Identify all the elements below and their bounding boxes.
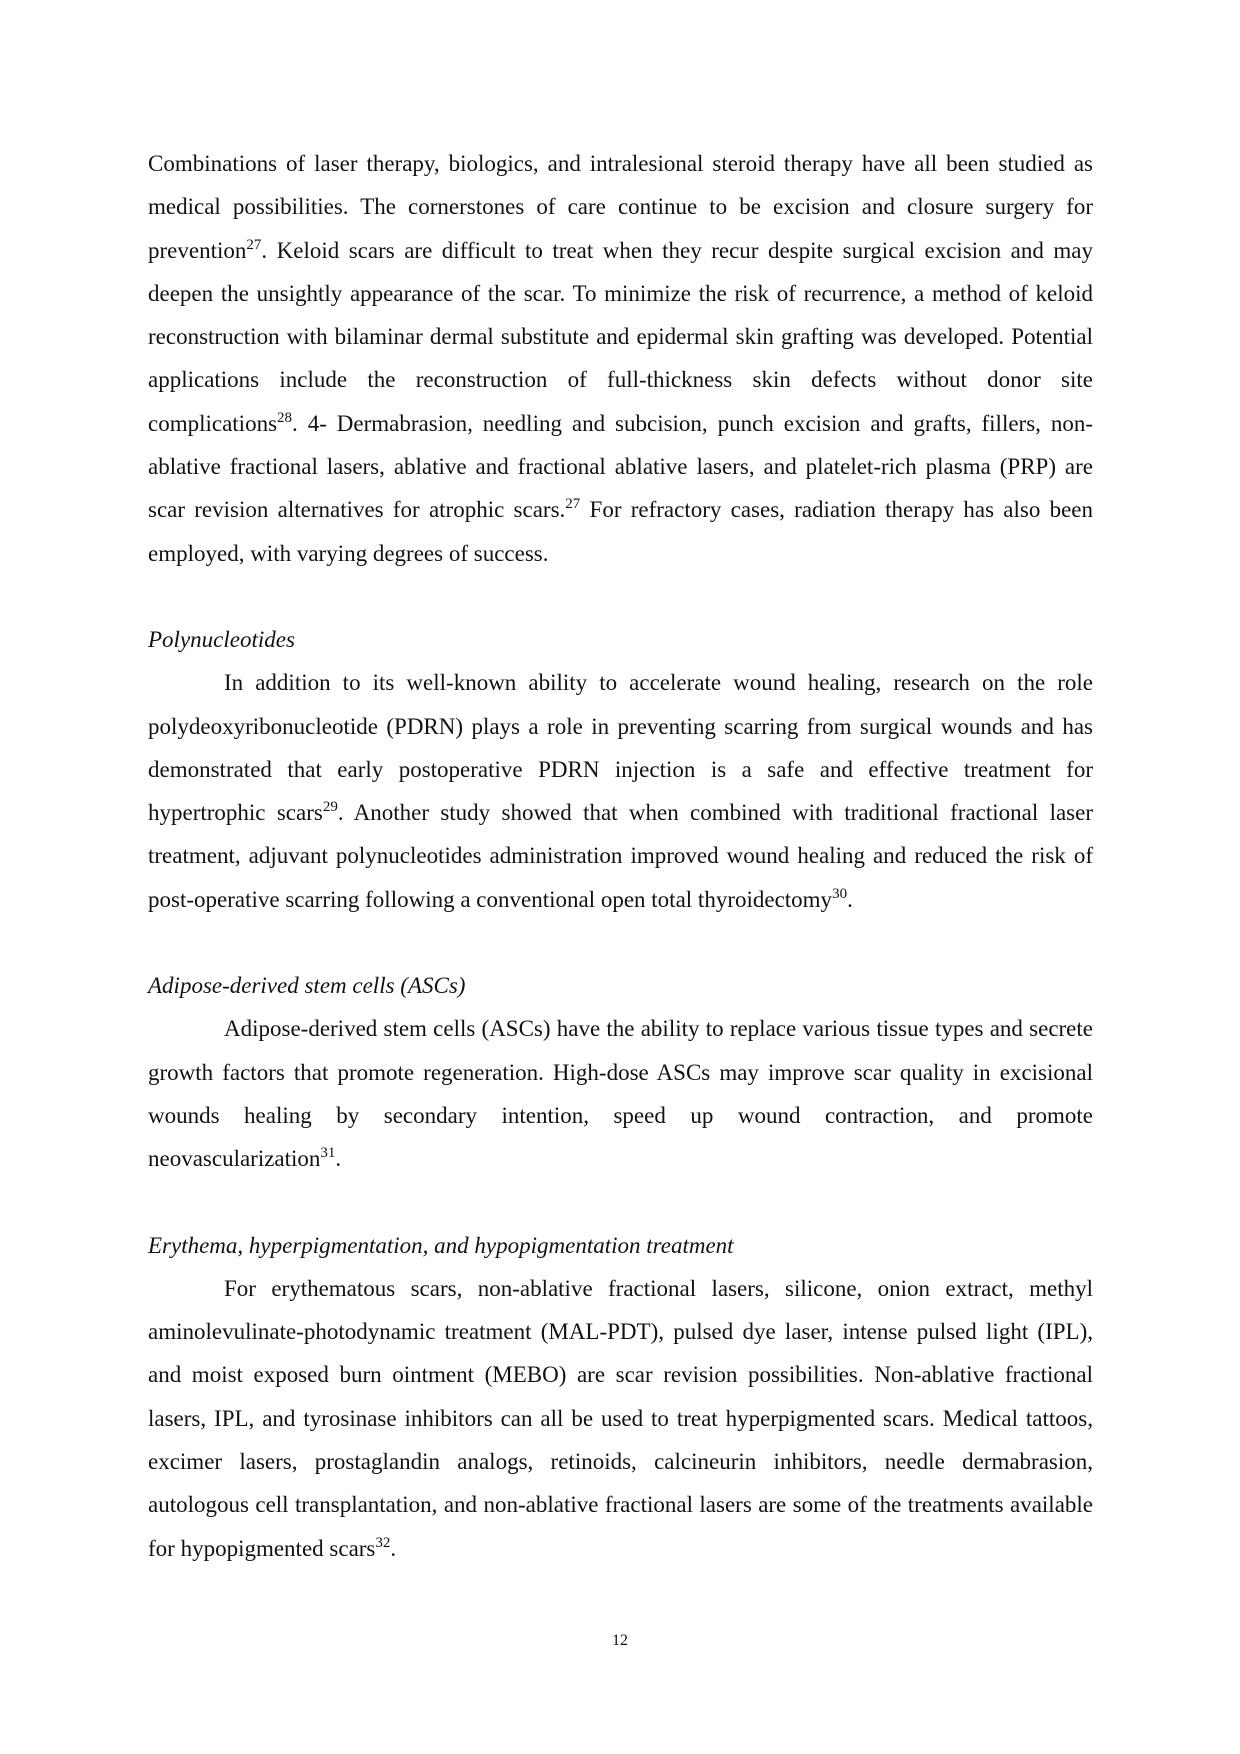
paragraph-ascs (148, 1007, 1093, 1180)
paragraph-text: For refractory cases, radiation therapy has also been employed, with varying degrees of success. (148, 497, 1093, 566)
paragraph-text: . 4- Dermabrasion, needling and subcision, punch excision and grafts, fillers, non-ablative fractional lasers, ablative and fractional ablative lasers, and platelet-rich plasma (PRP) are scar revision alternatives for atrophic scars. (148, 410, 1093, 523)
paragraph-text: . (847, 886, 853, 912)
document-page (148, 142, 1093, 1570)
paragraph-text: . Keloid scars are difficult to treat when they recur despite surgical excision and may deepen the unsightly appearance of the scar. To minimize the risk of recurrence, a method of keloid reconstruction with bilaminar dermal substitute and epidermal skin grafting was developed. Potential applications include the reconstruction of full-thickness skin defects without donor site complications (148, 237, 1093, 436)
paragraph-text: . (335, 1146, 342, 1172)
citation-superscript: 28 (277, 409, 293, 426)
paragraph-text: For erythematous scars, non-ablative fractional lasers, silicone, onion extract, methyl aminolevulinate-photodynamic treatment (MAL-PDT), pulsed dye laser, intense pulsed light (IPL), and moist exposed burn ointment (MEBO) are scar revision possibilities. Non-ablative fractional lasers, IPL, and tyrosinase inhibitors can all be used to treat hyperpigmented scars. Medical tattoos, excimer lasers, prostaglandin analogs, retinoids, calcineurin inhibitors, needle dermabrasion, autologous cell transplantation, and non-ablative fractional lasers are some of the treatments available for hypopigmented scars (148, 1275, 1093, 1561)
paragraph-text: Combinations of laser therapy, biologics, and intralesional steroid therapy have all been studied as medical possibilities. The cornerstones of care continue to be excision and closure surgery for prevention (148, 151, 1093, 263)
citation-superscript: 30 (832, 885, 848, 902)
paragraph-combinations (148, 142, 1093, 575)
paragraph-erythema (148, 1267, 1093, 1570)
page-number: 12 (612, 1632, 628, 1649)
paragraph-text: In addition to its well-known ability to accelerate wound healing, research on the role polydeoxyribonucleotide (PDRN) plays a role in preventing scarring from surgical wounds and has demonstrated that early postoperative PDRN injection is a safe and effective treatment for hypertrophic scars (148, 670, 1093, 826)
paragraph-text: . (390, 1535, 397, 1561)
citation-superscript: 31 (320, 1145, 336, 1162)
citation-superscript: 27 (565, 496, 581, 513)
citation-superscript: 29 (322, 799, 338, 816)
section-spacer (148, 921, 1093, 964)
section-heading-erythema: Erythema, hyperpigmentation, and hypopigmentation treatment (148, 1232, 734, 1258)
paragraph-text: . Another study showed that when combined with traditional fractional laser treatment, adjuvant polynucleotides administration improved wound healing and reduced the risk of post-operative scarring following a conventional open total thyroidectomy (148, 800, 1093, 912)
paragraph-text: Adipose-derived stem cells (ASCs) have the ability to replace various tissue types and secrete growth factors that promote regeneration. High-dose ASCs may improve scar quality in excisional wounds healing by secondary intention, speed up wound contraction, and promote neovascularization (148, 1016, 1093, 1172)
citation-superscript: 27 (246, 236, 262, 253)
paragraph-polynucleotides (148, 661, 1093, 921)
citation-superscript: 32 (375, 1534, 391, 1551)
section-heading-ascs: Adipose-derived stem cells (ASCs) (148, 973, 466, 999)
section-heading-polynucleotides: Polynucleotides (148, 626, 295, 652)
section-spacer (148, 1181, 1093, 1224)
section-spacer (148, 575, 1093, 618)
